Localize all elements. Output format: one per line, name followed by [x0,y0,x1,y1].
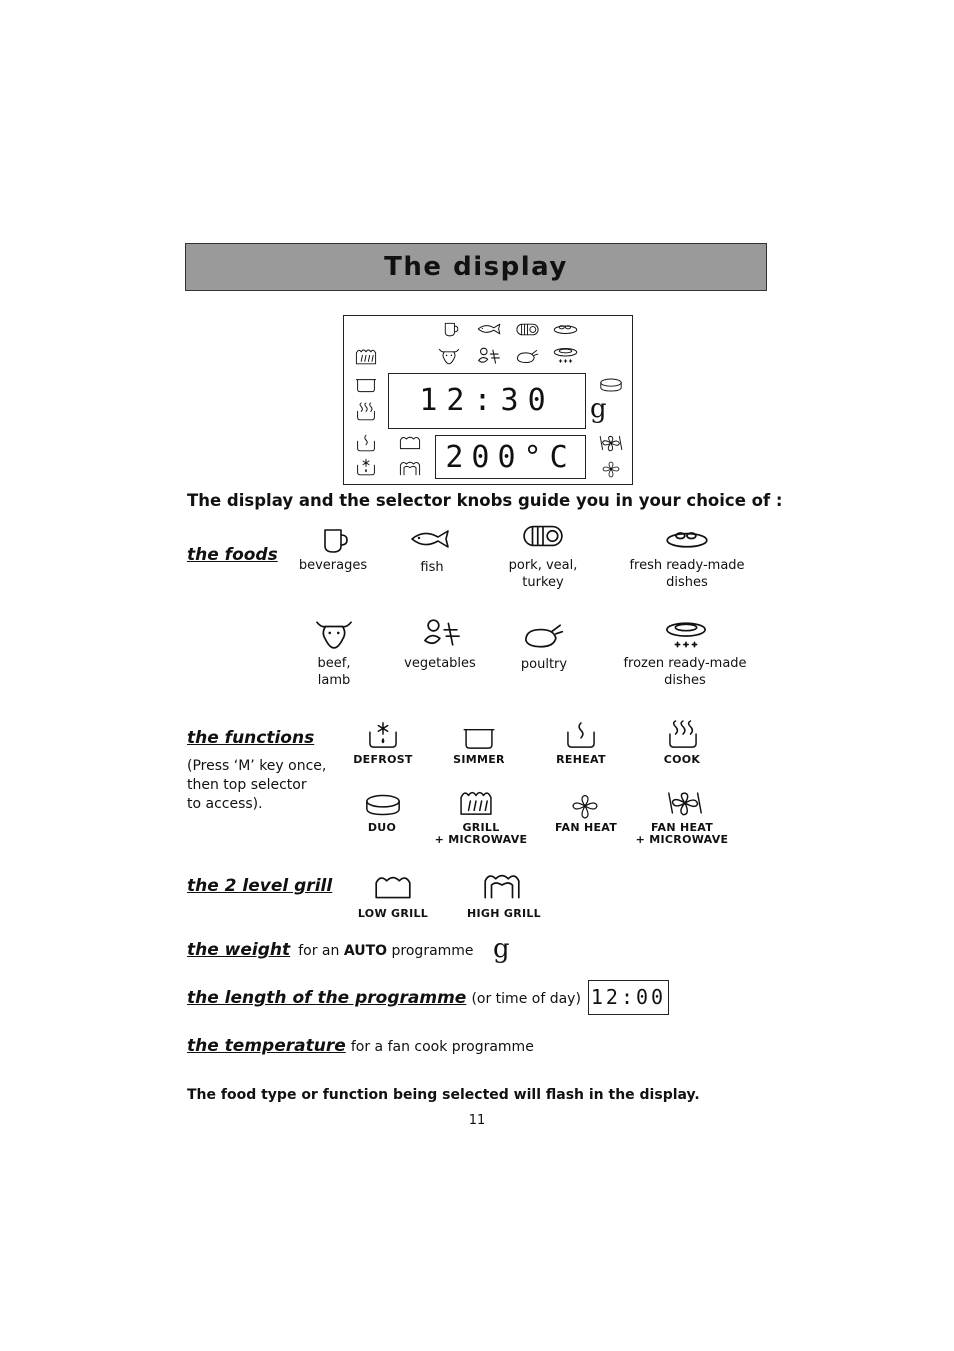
function-label-simmer: SIMMER [453,753,505,766]
food-label-frozen-dishes: frozen ready-made dishes [623,656,747,688]
low-grill-label: LOW GRILL [357,907,429,920]
footer-note: The food type or function being selected will flash in the display. [187,1087,700,1103]
fish-icon [410,528,450,550]
food-label-fresh-dishes: fresh ready-made dishes [629,558,745,590]
length-heading: the length of the programme [187,988,467,1008]
fan-icon [601,460,621,478]
grill-heading: the 2 level grill [187,876,333,896]
duo-icon [364,792,402,818]
food-label-fish: fish [420,560,444,575]
weight-post: programme [387,943,474,959]
weight-auto: AUTO [343,943,388,959]
temperature-heading: the temperature [187,1036,346,1056]
functions-note: (Press ‘M’ key once, then top selector to access). [187,758,327,812]
food-label-pork: pork, veal, turkey [508,558,578,590]
temperature-row [187,1036,534,1056]
page-title-box [185,243,767,291]
cow-icon [314,618,354,650]
foods-heading: the foods [187,545,278,565]
cow-icon [438,347,460,365]
fan-microwave-icon [599,434,623,452]
function-label-fan-heat: FAN HEAT [554,821,618,834]
poultry-icon [521,621,565,651]
weight-unit-icon: g [493,934,510,964]
simmer-icon [354,377,378,393]
cup-icon [321,526,349,554]
length-readout: 12:00 [590,985,667,1009]
cook-icon [664,721,702,749]
fresh-dish-icon [665,526,709,550]
roast-icon [522,524,564,548]
grill-microwave-icon [354,347,378,365]
reheat-icon [354,434,378,452]
fresh-dish-icon [553,322,578,335]
roast-icon [515,323,540,336]
high-grill-label: HIGH GRILL [467,907,541,920]
food-label-vegetables: vegetables [404,656,476,671]
high-grill-icon [481,868,523,900]
length-row [187,988,581,1008]
function-label-cook: COOK [663,753,701,766]
weight-row [187,940,474,960]
reheat-icon [562,721,600,749]
food-label-beverages: beverages [298,558,368,573]
weight-unit-panel: g [590,394,607,424]
low-grill-icon [372,872,414,900]
fan-microwave-icon [667,789,703,817]
food-label-poultry: poultry [520,657,568,672]
page-title: The display [384,252,568,282]
vegetables-icon [476,346,502,366]
function-label-duo: DUO [367,821,397,834]
time-readout: 12:30 [419,383,555,418]
grill-microwave-icon [457,788,495,816]
simmer-icon [460,726,498,750]
food-label-beef: beef, lamb [317,656,351,688]
length-display [588,980,669,1015]
defrost-icon [364,721,402,749]
low-grill-icon [398,434,422,450]
frozen-dish-icon [553,346,578,366]
function-label-defrost: DEFROST [353,753,413,766]
intro-text: The display and the selector knobs guide you in your choice of : [187,491,783,510]
fish-icon [477,322,501,336]
vegetables-icon [420,617,464,649]
duo-icon [599,377,623,393]
weight-pre: for an [298,943,344,959]
defrost-icon [354,458,378,476]
function-label-grill-microwave: GRILL + MICROWAVE [434,821,528,846]
functions-heading: the functions [187,728,315,748]
cup-icon [443,321,459,337]
temperature-readout: 200°C [445,440,576,475]
weight-heading: the weight [187,940,291,960]
function-label-reheat: REHEAT [556,753,606,766]
high-grill-icon [398,458,422,476]
function-label-fan-microwave: FAN HEAT + MICROWAVE [635,821,729,846]
frozen-dish-icon [664,619,708,653]
page-number: 11 [468,1113,486,1128]
temperature-note: for a fan cook programme [350,1039,534,1055]
length-note: (or time of day) [471,991,581,1007]
time-display [388,373,586,429]
cook-icon [354,403,378,421]
temperature-display [435,435,586,479]
poultry-icon [515,348,539,365]
fan-icon [570,792,600,820]
